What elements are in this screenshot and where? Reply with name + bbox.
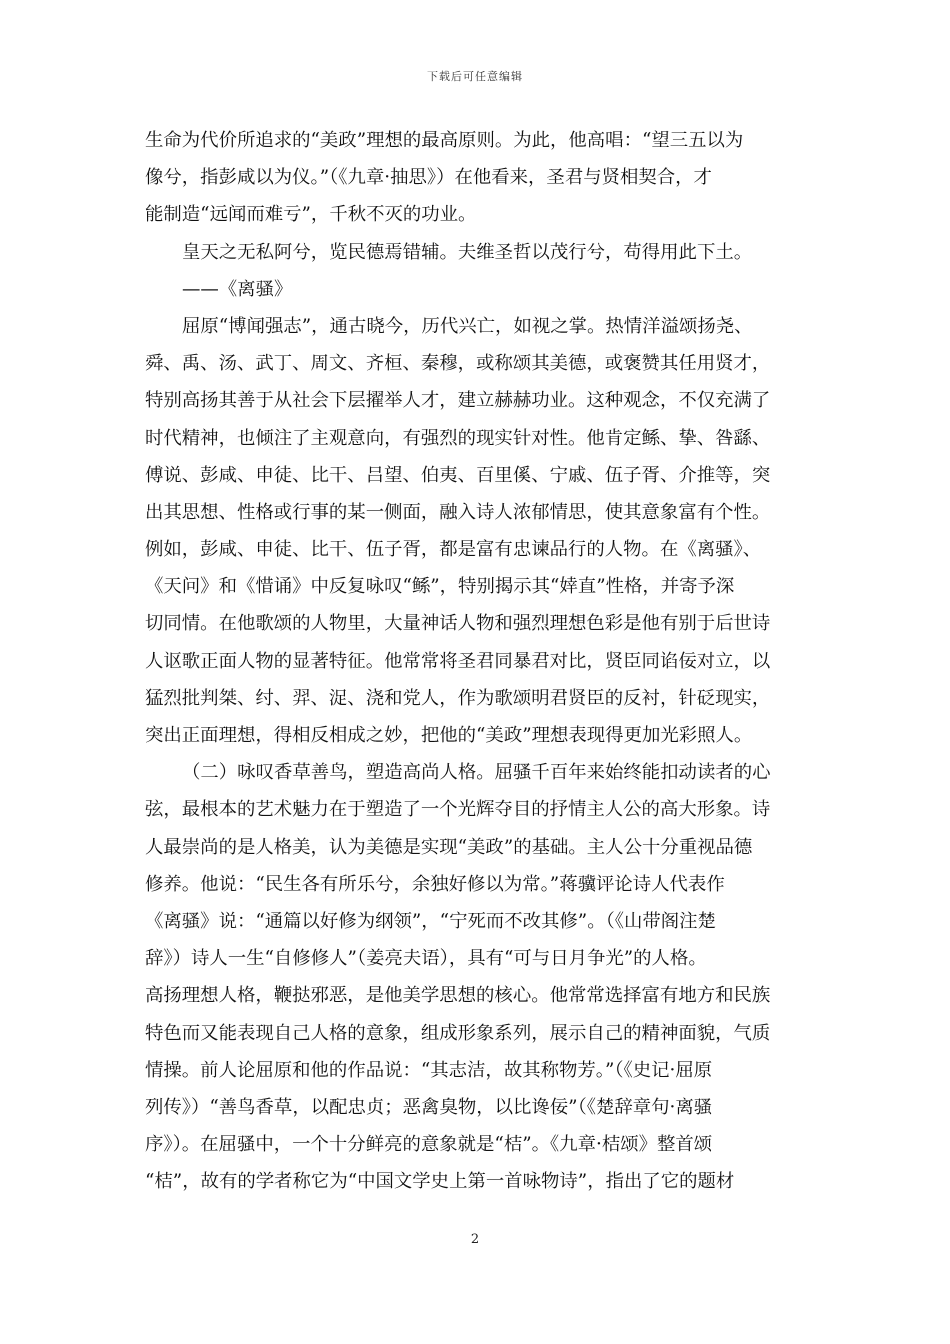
text-line: 人讴歌正面人物的显著特征。他常常将圣君同暴君对比，贤臣同谄佞对立，以 bbox=[145, 650, 771, 672]
text-line: 特色而又能表现自己人格的意象，组成形象系列，展示自己的精神面貌，气质 bbox=[145, 1022, 771, 1044]
page-number: 2 bbox=[470, 1232, 480, 1247]
quote-verse: 皇天之无私阿兮，览民德焉错辅。夫维圣哲以茂行兮，苟得用此下土。 bbox=[182, 241, 753, 263]
document-body bbox=[145, 122, 807, 1200]
text-line: 猛烈批判桀、纣、羿、浞、浇和党人，作为歌颂明君贤臣的反衬，针砭现实， bbox=[145, 687, 771, 709]
section-heading-line: （二）咏叹香草善鸟，塑造高尚人格。屈骚千百年来始终能扣动读者的心 bbox=[182, 762, 771, 784]
text-line: 切同情。在他歌颂的人物里，大量神话人物和强烈理想色彩是他有别于后世诗 bbox=[145, 613, 771, 635]
text-line: 《天问》和《惜诵》中反复咏叹“鲧”，特别揭示其“婞直”性格，并寄予深 bbox=[145, 576, 735, 598]
quote-source: ——《离骚》 bbox=[182, 278, 293, 300]
text-line: 生命为代价所追求的“美政”理想的最高原则。为此，他高唱：“望三五以为 bbox=[145, 130, 744, 151]
page-header: 下载后可任意编辑 bbox=[427, 70, 523, 83]
text-line: 《离骚》说：“通篇以好修为纲领”，“宁死而不改其修”。（《山带阁注楚 bbox=[145, 910, 716, 932]
text-line: 弦，最根本的艺术魅力在于塑造了一个光辉夺目的抒情主人公的高大形象。诗 bbox=[145, 799, 771, 821]
text-line: 时代精神，也倾注了主观意向，有强烈的现实针对性。他肯定鲧、挚、咎繇、 bbox=[145, 427, 771, 449]
text-line: 修养。他说：“民生各有所乐兮，余独好修以为常。”蒋骥评论诗人代表作 bbox=[145, 873, 725, 895]
text-line: 能制造“远闻而难亏”，千秋不灭的功业。 bbox=[145, 204, 477, 226]
text-line: 序》）。在屈骚中，一个十分鲜亮的意象就是“桔”。《九章·桔颂》整首颂 bbox=[145, 1134, 713, 1156]
text-line: 像兮，指彭咸以为仪。”（《九章·抽思》）在他看来，圣君与贤相契合，才 bbox=[145, 167, 712, 189]
text-line: 人最崇尚的是人格美，认为美德是实现“美政”的基础。主人公十分重视品德 bbox=[145, 836, 753, 858]
text-line: 例如，彭咸、申徒、比干、伍子胥，都是富有忠谏品行的人物。在《离骚》、 bbox=[145, 539, 762, 561]
text-line: 突出正面理想，得相反相成之妙，把他的“美政”理想表现得更加光彩照人。 bbox=[145, 725, 753, 746]
text-line: 辞》）诗人一生“自修修人”（姜亮夫语），具有“可与日月争光”的人格。 bbox=[145, 948, 707, 970]
text-line: “桔”，故有的学者称它为“中国文学史上第一首咏物诗”，指出了它的题材 bbox=[145, 1171, 735, 1193]
text-line: 列传》）“善鸟香草，以配忠贞；恶禽臭物，以比谗佞”（《楚辞章句·离骚 bbox=[145, 1096, 713, 1118]
text-line: 高扬理想人格，鞭挞邪恶，是他美学思想的核心。他常常选择富有地方和民族 bbox=[145, 985, 771, 1007]
text-line: 特别高扬其善于从社会下层擢举人才，建立赫赫功业。这种观念，不仅充满了 bbox=[145, 390, 771, 412]
text-line: 屈原“博闻强志”，通古晓今，历代兴亡，如视之掌。热情洋溢颂扬尧、 bbox=[182, 315, 753, 337]
text-line: 情操。前人论屈原和他的作品说：“其志洁，故其称物芳。”（《史记·屈原 bbox=[145, 1059, 713, 1081]
text-line: 傅说、彭咸、申徒、比干、吕望、伯夷、百里傒、宁戚、伍子胥、介推等，突 bbox=[145, 464, 771, 486]
text-line: 舜、禹、汤、武丁、周文、齐桓、秦穆，或称颂其美德，或褒赞其任用贤才， bbox=[145, 353, 771, 375]
text-line: 出其思想、性格或行事的某一侧面，融入诗人浓郁情思，使其意象富有个性。 bbox=[145, 501, 771, 523]
